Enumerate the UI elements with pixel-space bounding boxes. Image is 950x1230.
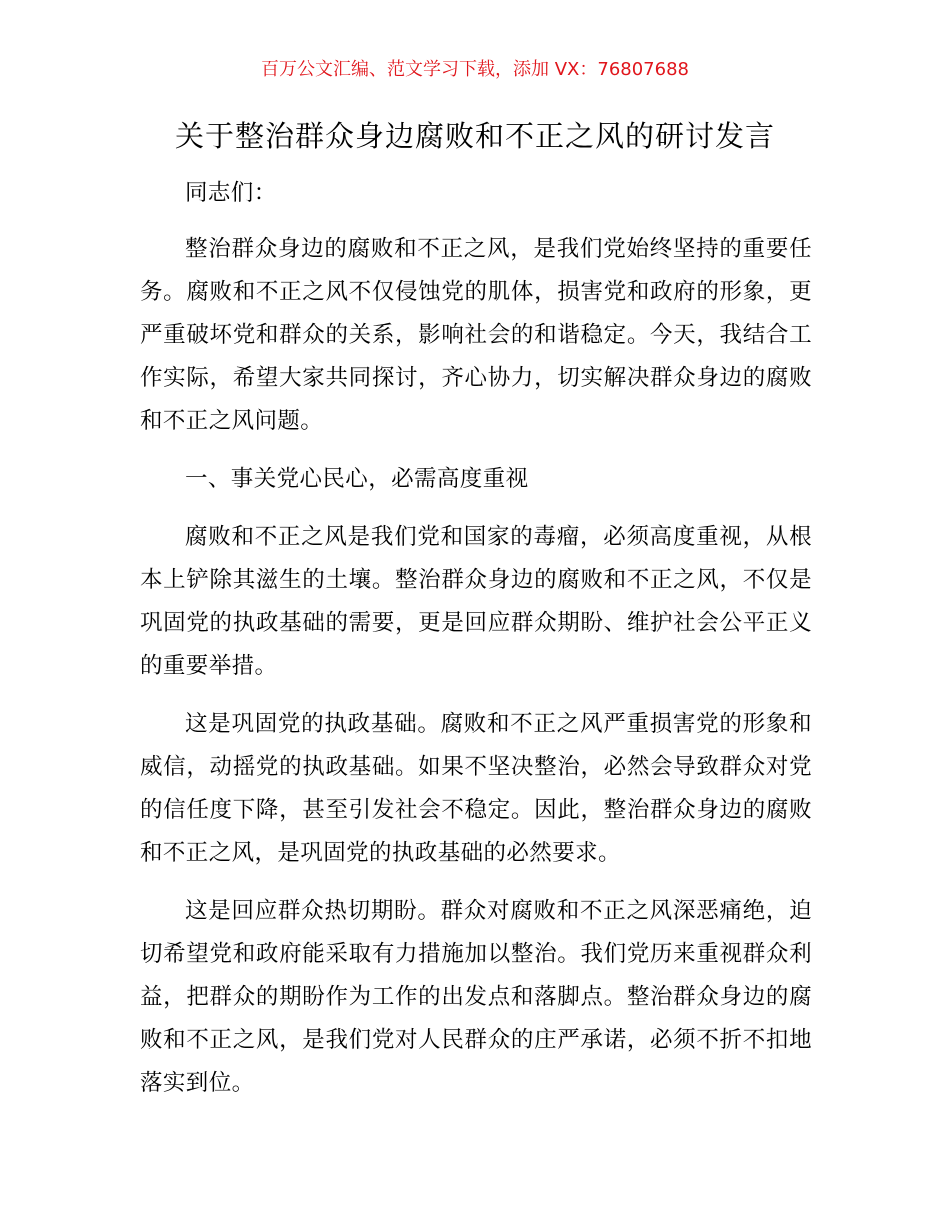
section-heading-1: 一、事关党心民心，必需高度重视 bbox=[185, 466, 529, 492]
paragraph-point-1: 这是巩固党的执政基础。腐败和不正之风严重损害党的形象和威信，动摇党的执政基础。如果不坚决整治，必然会导致群众对党的信任度下降，甚至引发社会不稳定。因此，整治群众身边的腐败和不正之风，是巩固党的执政基础的必然要求。 bbox=[140, 711, 812, 866]
promo-header: 百万公文汇编、范文学习下载，添加 VX：76807688 bbox=[261, 59, 689, 80]
paragraph-intro: 整治群众身边的腐败和不正之风，是我们党始终坚持的重要任务。腐败和不正之风不仅侵蚀党的肌体，损害党和政府的形象，更严重破坏党和群众的关系，影响社会的和谐稳定。今天，我结合工作实际，希望大家共同探讨，齐心协力，切实解决群众身边的腐败和不正之风问题。 bbox=[140, 236, 812, 434]
document-body bbox=[140, 172, 812, 1120]
paragraph-section-1: 腐败和不正之风是我们党和国家的毒瘤，必须高度重视，从根本上铲除其滋生的土壤。整治群众身边的腐败和不正之风，不仅是巩固党的执政基础的需要，更是回应群众期盼、维护社会公平正义的重要举措。 bbox=[140, 524, 812, 679]
paragraph-point-2: 这是回应群众热切期盼。群众对腐败和不正之风深恶痛绝，迫切希望党和政府能采取有力措施加以整治。我们党历来重视群众利益，把群众的期盼作为工作的出发点和落脚点。整治群众身边的腐败和不正之风，是我们党对人民群众的庄严承诺，必须不折不扣地落实到位。 bbox=[140, 898, 812, 1096]
salutation: 同志们： bbox=[185, 180, 277, 206]
document-title: 关于整治群众身边腐败和不正之风的研讨发言 bbox=[174, 119, 775, 153]
